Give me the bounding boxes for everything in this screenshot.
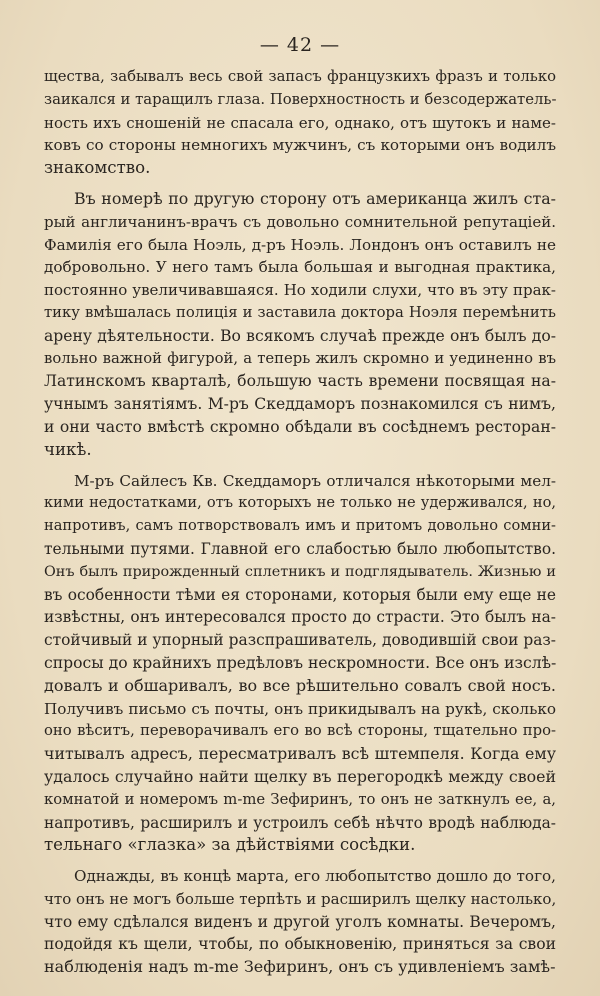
text-line: тельными путями. Главной его слабостью было любопытство. (44, 539, 556, 558)
text-line: стойчивый и упорный разспрашиватель, доводившій свои раз- (44, 631, 556, 650)
text-line: заикался и таращилъ глаза. Поверхностность и безсодержатель- (44, 90, 557, 108)
text-line: щества, забывалъ весь свой запасъ французкихъ фразъ и только (44, 68, 556, 85)
text-line: Получивъ письмо съ почты, онъ прикидывалъ на рукѣ, сколько (44, 699, 556, 718)
paragraph (44, 188, 556, 462)
text-line: подойдя къ щели, чтобы, по обыкновенію, приняться за свои (44, 935, 556, 954)
text-line: чикѣ. (44, 439, 92, 459)
paragraph (44, 66, 556, 180)
text-line: спросы до крайнихъ предѣловъ нескромности. Все онъ изслѣ- (44, 653, 557, 672)
text-line: учнымъ занятіямъ. М-ръ Скеддаморъ познакомился съ нимъ, (44, 395, 556, 414)
text-line: знакомство. (44, 158, 151, 178)
text-line: М-ръ Сайлесъ Кв. Скеддаморъ отличался нѣкоторыми мел- (74, 471, 556, 490)
text-line: Въ номерѣ по другую сторону отъ американца жилъ ста- (74, 188, 556, 208)
paragraph (44, 470, 556, 858)
text-line: тику вмѣшалась полиція и заставила доктора Ноэля перемѣнить (44, 303, 556, 321)
text-line: удалось случайно найти щелку въ перегородкѣ между своей (44, 766, 556, 786)
text-line: кими недостатками, отъ которыхъ не только не удерживался, но, (44, 494, 556, 512)
paragraph (44, 865, 556, 979)
text-line: извѣстны, онъ интересовался просто до страсти. Это былъ на- (44, 608, 556, 627)
text-line: читывалъ адресъ, пересматривалъ всѣ штемпеля. Когда ему (44, 744, 556, 764)
text-line: добровольно. У него тамъ была большая и выгодная практика, (44, 258, 556, 277)
text-line: довалъ и обшаривалъ, во все рѣшительно совалъ свой носъ. (44, 675, 556, 695)
text-line: Латинскомъ кварталѣ, большую часть времени посвящая на- (44, 372, 556, 391)
text-line: оно вѣситъ, переворачивалъ его во всѣ стороны, тщательно про- (44, 722, 556, 740)
text-line: арену дѣятельности. Во всякомъ случаѣ прежде онъ былъ до- (44, 326, 556, 345)
text-line: Однажды, въ концѣ марта, его любопытство дошло до того, (74, 867, 556, 886)
text-line: напротивъ, самъ потворствовалъ имъ и притомъ довольно сомни- (44, 517, 556, 535)
text-line: что ему сдѣлался виденъ и другой уголъ комнаты. Вечеромъ, (44, 912, 556, 931)
text-line: Фамилія его была Ноэль, д-ръ Ноэль. Лондонъ онъ оставилъ не (44, 235, 556, 254)
text-line: напротивъ, расширилъ и устроилъ себѣ нѣчто вродѣ наблюда- (44, 813, 556, 832)
text-line: вольно важной фигурой, а теперь жилъ скромно и уединенно въ (44, 349, 556, 367)
text-line: наблюденія надъ m-me Зефиринъ, онъ съ удивленіемъ замѣ- (44, 957, 556, 977)
text-line: комнатой и номеромъ m-me Зефиринъ, то онъ не заткнулъ ее, а, (44, 790, 556, 808)
text-body (44, 66, 556, 979)
text-line: ность ихъ сношеній не спасала его, однако, отъ шутокъ и наме- (44, 113, 556, 132)
text-line: въ особенности тѣми ея сторонами, которыя были ему еще не (44, 585, 556, 604)
text-line: тельнаго «глазка» за дѣйствіями сосѣдки. (44, 835, 416, 855)
text-line: постоянно увеличивавшаяся. Но ходили слухи, что въ эту прак- (44, 281, 556, 300)
page-number: — 42 — (259, 34, 341, 56)
text-line: ковъ со стороны немногихъ мужчинъ, съ которыми онъ водилъ (44, 136, 556, 155)
text-line: Онъ былъ прирожденный сплетникъ и подглядыватель. Жизнью и (44, 563, 556, 580)
text-line: и они часто вмѣстѣ скромно обѣдали въ сосѣднемъ ресторан- (44, 417, 556, 436)
text-line: рый англичанинъ-врачъ съ довольно сомнительной репутаціей. (44, 212, 556, 231)
text-line: что онъ не могъ больше терпѣть и расширилъ щелку настолько, (44, 889, 557, 908)
